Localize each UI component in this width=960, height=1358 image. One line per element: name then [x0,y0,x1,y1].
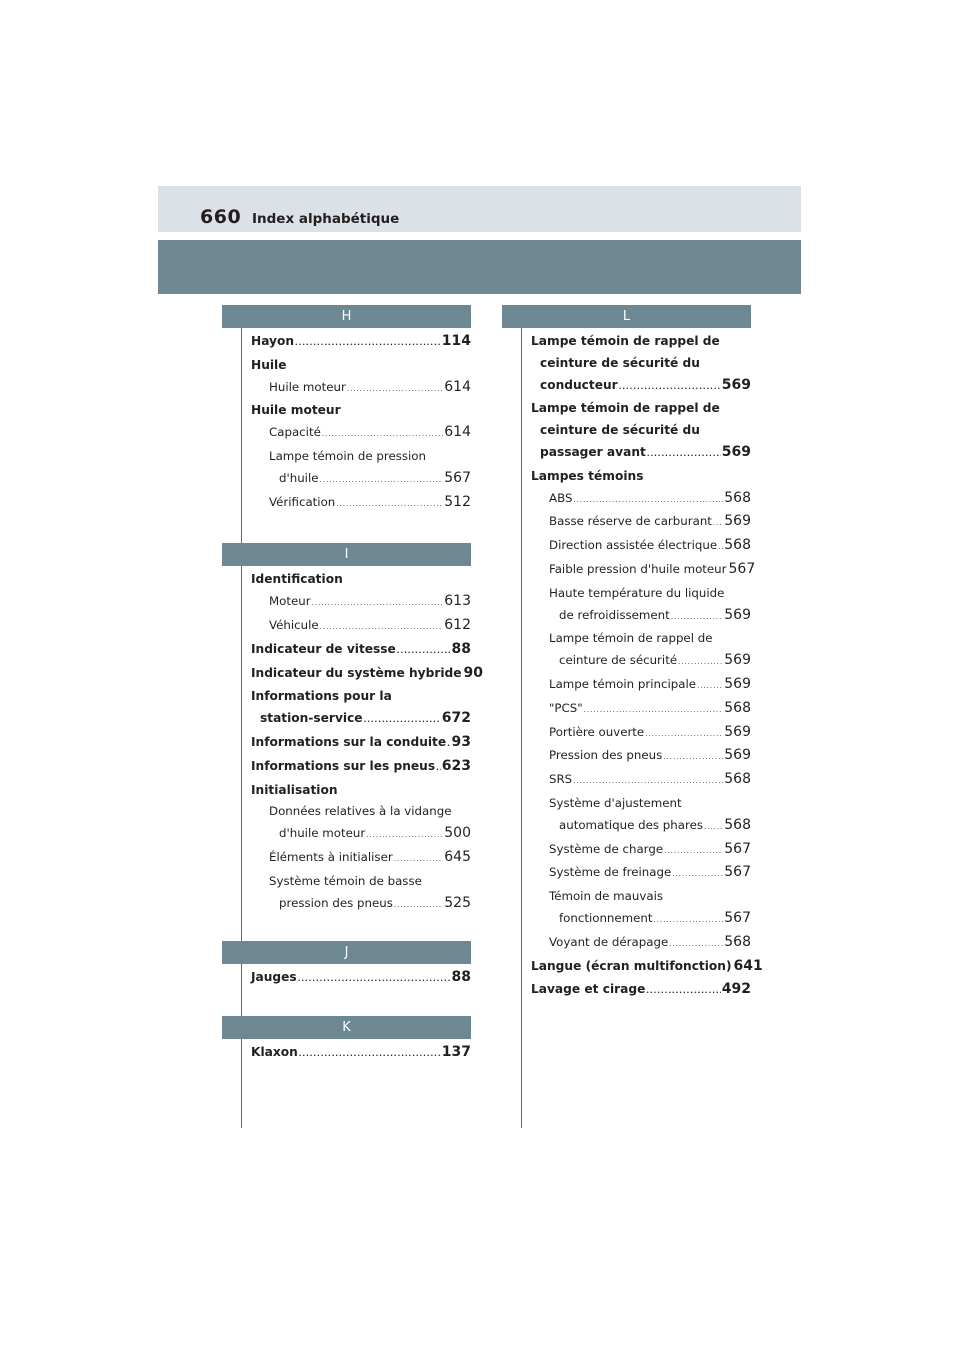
leader-dots [619,377,721,399]
entry-label: Éléments à initialiser [269,849,393,864]
index-entry [251,847,471,871]
entry-label: de refroidissement [559,607,670,622]
entry-page-number: 569 [721,443,751,460]
index-entry [251,639,471,663]
leader-dots [320,617,444,639]
section-letter-i: I [222,543,471,566]
leader-dots [397,641,451,663]
leader-dots [704,817,723,839]
leader-dots [647,444,721,466]
entry-label: Système de charge [549,841,664,856]
entry-label: Système de freinage [549,865,672,880]
index-entry [531,628,751,650]
index-entry [251,569,471,591]
entry-label: Voyant de dérapage [549,934,669,949]
entry-page-number: 672 [441,710,471,727]
entry-page-number: 614 [444,378,471,395]
section-entries [222,328,471,515]
index-entry [251,422,471,446]
entry-label: Jauges [251,970,297,985]
entry-page-number: 567 [444,469,471,486]
entry-label: ABS [549,490,573,505]
entry-page-number: 567 [724,864,751,881]
entry-page-number: 645 [444,848,471,865]
leader-dots [664,841,723,863]
entry-label: Moteur [269,594,311,609]
entry-label: "PCS" [549,700,583,715]
entry-page-number: 492 [721,981,751,998]
entry-label: station-service [260,711,363,726]
entry-page-number: 568 [724,699,751,716]
entry-page-number: 569 [721,376,751,393]
section-letter-k: K [222,1016,471,1039]
index-entry [531,353,751,375]
leader-dots [320,470,444,492]
entry-page-number: 569 [724,606,751,623]
entry-label: Langue (écran multifonction) [531,958,732,973]
entry-label: Données relatives à la vidange [269,804,452,819]
entry-label: Système d'ajustement [549,795,682,810]
entry-page-number: 568 [724,771,751,788]
index-entry [251,615,471,639]
leader-dots [336,494,443,516]
entry-page-number: 569 [724,652,751,669]
entry-page-number: 88 [451,969,471,986]
index-entry [531,398,751,420]
leader-dots [436,758,441,780]
index-entry [531,674,751,698]
index-entry [531,979,751,1003]
section-entries [222,964,471,991]
entry-label: ceinture de sécurité du [540,355,700,370]
entry-label: Indicateur du système hybride [251,665,462,680]
entry-page-number: 569 [724,675,751,692]
entry-page-number: 512 [444,493,471,510]
section-letter-h: H [222,305,471,328]
index-entry [531,698,751,722]
index-entry [531,583,751,605]
entry-page-number: 88 [451,640,471,657]
entry-label: conducteur [540,377,618,392]
entry-label: Indicateur de vitesse [251,641,396,656]
entry-label: Faible pression d'huile moteur [549,561,727,576]
leader-dots [322,424,443,446]
entry-label: Lampe témoin de pression [269,448,426,463]
leader-dots [663,747,723,769]
entry-page-number: 568 [724,933,751,950]
entry-page-number: 568 [724,537,751,554]
entry-label: Lavage et cirage [531,982,646,997]
entry-page-number: 90 [463,664,483,681]
entry-label: Huile moteur [251,403,341,418]
index-entry [251,1042,471,1066]
leader-dots [573,771,723,793]
index-entry [531,839,751,863]
section-entries [222,566,483,916]
entry-label: Huile moteur [269,379,346,394]
section-letter-j: J [222,941,471,964]
index-entry [531,908,751,932]
index-entry [531,466,751,488]
entry-page-number: 568 [724,489,751,506]
leader-dots [364,710,441,732]
entry-label: Direction assistée électrique [549,538,718,553]
index-entry [251,355,471,377]
index-entry [531,769,751,793]
entry-label: Informations sur les pneus [251,758,436,773]
entry-label: d'huile [279,470,319,485]
entry-page-number: 137 [441,1044,471,1061]
leader-dots [298,969,451,991]
running-title: Index alphabétique [252,211,400,227]
index-column-left [222,305,483,1066]
index-entry [251,708,471,732]
leader-dots [645,724,723,746]
entry-page-number: 114 [441,333,471,349]
index-entry [531,605,751,629]
index-entry [251,967,471,991]
index-entry [531,650,751,674]
index-entry [251,331,471,355]
entry-page-number: 567 [724,909,751,926]
index-entry [251,686,471,708]
index-entry [251,732,471,756]
entry-label: Basse réserve de carburant [549,514,712,529]
entry-label: d'huile moteur [279,826,366,841]
entry-label: SRS [549,772,573,787]
entry-page-number: 567 [728,560,756,577]
index-entry [251,780,471,802]
entry-label: pression des pneus [279,895,393,910]
page-number: 660 [200,206,242,228]
leader-dots [713,513,723,535]
entry-page-number: 641 [733,957,763,974]
entry-label: Capacité [269,425,321,440]
leader-dots [447,734,450,756]
leader-dots [584,700,724,722]
entry-page-number: 613 [444,593,471,610]
entry-page-number: 623 [441,757,471,774]
entry-label: fonctionnement [559,910,653,925]
entry-page-number: 93 [451,733,471,750]
leader-dots [295,333,441,355]
entry-label: Initialisation [251,782,338,797]
index-entry [531,745,751,769]
entry-label: Lampe témoin de rappel de [531,334,720,348]
leader-dots [669,934,723,956]
entry-label: Vérification [269,494,336,509]
leader-dots [646,981,720,1003]
entry-page-number: 569 [724,723,751,740]
entry-page-number: 569 [724,747,751,764]
index-entry [531,559,756,583]
entry-page-number: 612 [444,616,471,633]
entry-label: Système témoin de basse [269,873,422,888]
index-entry [251,400,471,422]
entry-label: Informations pour la [251,689,392,704]
index-entry [251,663,483,687]
entry-label: automatique des phares [559,817,703,832]
leader-dots [312,593,444,615]
leader-dots [718,537,723,559]
index-entry [251,893,471,917]
chapter-band [158,240,801,294]
index-entry [531,956,763,980]
entry-label: Lampe témoin de rappel de [549,631,713,646]
index-entry [251,756,471,780]
entry-page-number: 569 [724,513,751,530]
index-entry [531,511,751,535]
entry-label: Témoin de mauvais [549,889,663,904]
entry-label: Klaxon [251,1045,298,1060]
entry-label: Identification [251,572,343,587]
entry-label: Portière ouverte [549,724,645,739]
leader-dots [573,490,723,512]
entry-page-number: 614 [444,424,471,441]
index-entry [531,420,751,442]
entry-label: Lampe témoin de rappel de [531,401,720,416]
entry-label: Lampe témoin principale [549,676,696,691]
index-entry [251,823,471,847]
index-entry [531,862,751,886]
leader-dots [678,652,723,674]
index-entry [531,535,751,559]
leader-dots [394,895,443,917]
index-column-right [502,305,763,1003]
entry-label: Hayon [251,334,295,348]
index-entry [531,331,751,353]
leader-dots [347,379,443,401]
section-entries [502,328,763,1003]
index-entry [531,722,751,746]
index-entry [531,932,751,956]
index-entry [251,377,471,401]
index-entry [251,446,471,468]
entry-label: Lampes témoins [531,468,644,483]
entry-page-number: 525 [444,894,471,911]
leader-dots [697,676,723,698]
index-entry [531,886,751,908]
entry-page-number: 567 [724,840,751,857]
leader-dots [299,1044,441,1066]
entry-label: Pression des pneus [549,748,663,763]
index-entry [531,488,751,512]
index-entry [251,468,471,492]
index-entry [251,492,471,516]
leader-dots [672,864,723,886]
entry-page-number: 568 [724,816,751,833]
entry-label: ceinture de sécurité du [540,423,700,438]
section-entries [222,1039,471,1066]
leader-dots [394,849,444,871]
index-entry [251,801,471,823]
leader-dots [671,607,724,629]
entry-label: Huile [251,357,287,372]
entry-label: passager avant [540,444,646,459]
index-entry [531,442,751,466]
entry-page-number: 500 [444,825,471,842]
entry-label: ceinture de sécurité [559,653,678,668]
section-letter-l: L [502,305,751,328]
entry-label: Véhicule [269,617,319,632]
index-entry [251,871,471,893]
index-entry [251,591,471,615]
index-entry [531,793,751,815]
entry-label: Haute température du liquide [549,585,725,600]
index-entry [531,375,751,399]
leader-dots [366,825,443,847]
entry-label: Informations sur la conduite [251,734,447,749]
leader-dots [654,910,724,932]
index-entry [531,815,751,839]
